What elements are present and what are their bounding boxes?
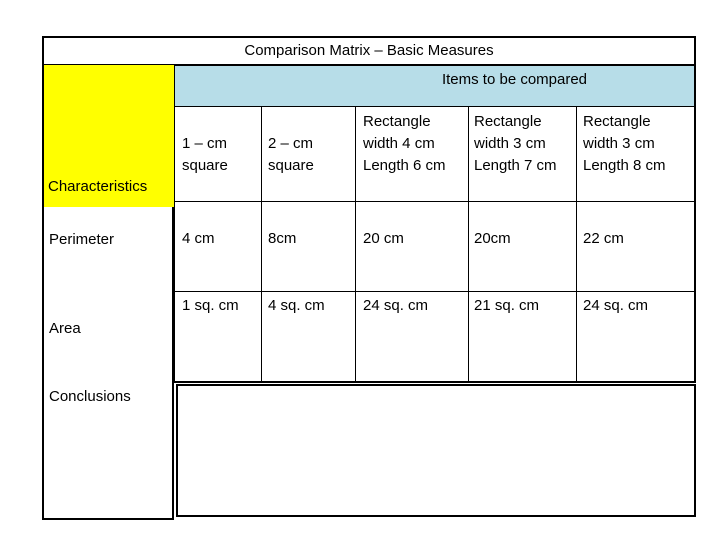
comparison-grid (174, 107, 696, 383)
table-cell: 20cm (474, 230, 511, 247)
table-cell: 24 sq. cm (363, 297, 429, 314)
column-header: Rectangle width 4 cm Length 6 cm (363, 113, 446, 174)
characteristics-label: Characteristics (48, 178, 148, 195)
row-label-perimeter: Perimeter (49, 231, 115, 248)
column-header: Rectangle width 3 cm Length 8 cm (583, 113, 666, 174)
table-cell: 21 sq. cm (474, 297, 540, 314)
matrix-title: Comparison Matrix – Basic Measures (42, 36, 696, 65)
table-cell: 4 sq. cm (268, 297, 325, 314)
row-label-area: Area (49, 320, 81, 337)
table-cell: 22 cm (583, 230, 624, 247)
table-cell: 24 sq. cm (583, 297, 649, 314)
table-cell: 4 cm (182, 230, 215, 247)
row-labels-column (42, 207, 174, 520)
column-header: Rectangle width 3 cm Length 7 cm (474, 113, 557, 174)
column-header: 1 – cm square (182, 135, 228, 174)
table-cell: 1 sq. cm (182, 297, 239, 314)
items-header: Items to be compared (174, 65, 696, 107)
table-cell: 8cm (268, 230, 297, 247)
column-header: 2 – cm square (268, 135, 314, 174)
conclusions-label: Conclusions (49, 388, 131, 405)
conclusions-cell (176, 384, 696, 517)
table-cell: 20 cm (363, 230, 404, 247)
